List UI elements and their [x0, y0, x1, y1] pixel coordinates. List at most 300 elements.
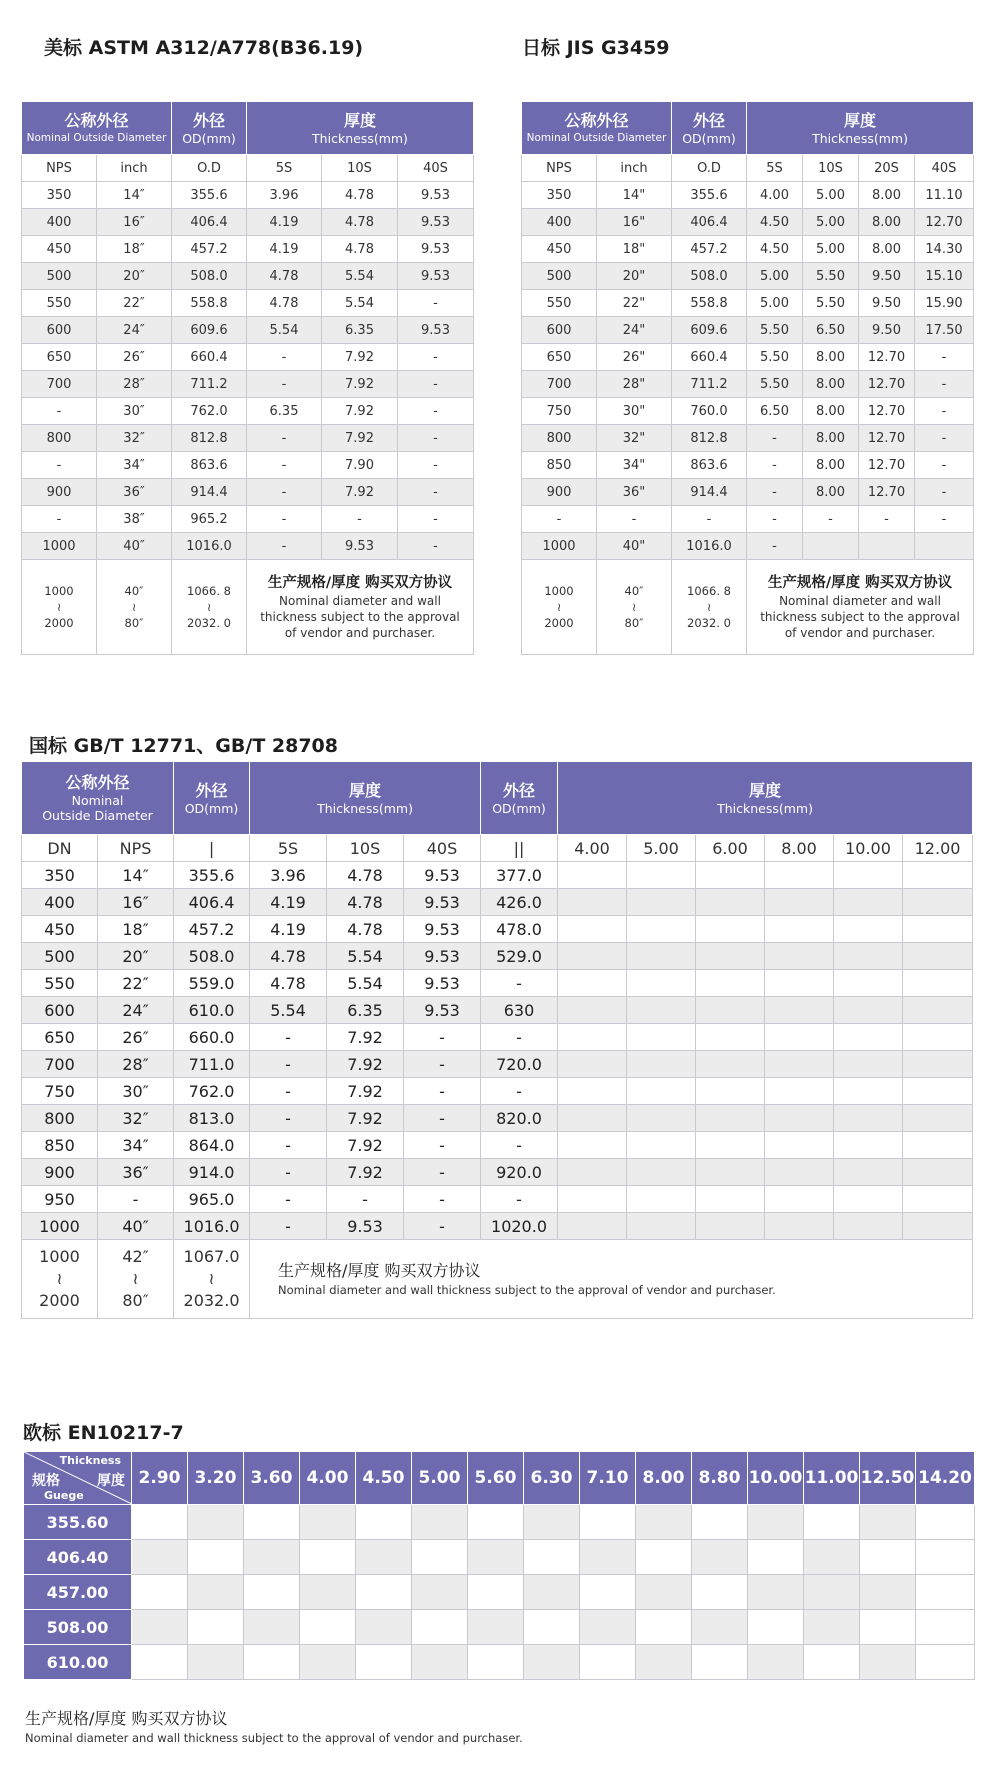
table-cell: 6.35: [247, 398, 322, 425]
grid-cell: [356, 1645, 412, 1680]
table-row: [22, 1132, 973, 1159]
table-cell: -: [398, 479, 474, 506]
table-cell: 6.35: [327, 997, 404, 1024]
table-cell: 7.92: [327, 1132, 404, 1159]
grid-cell: [636, 1575, 692, 1610]
table-cell: -: [247, 479, 322, 506]
table-cell: -: [247, 506, 322, 533]
table-cell: 4.00: [747, 182, 803, 209]
table-row: [22, 236, 474, 263]
grid-cell: [244, 1645, 300, 1680]
table-cell: 377.0: [481, 862, 558, 889]
table-cell: 22": [597, 290, 672, 317]
grid-cell: [580, 1610, 636, 1645]
table-cell: 900: [522, 479, 597, 506]
jis-title: 日标 JIS G3459: [522, 37, 670, 59]
table-cell: 900: [22, 479, 97, 506]
grid-cell: [903, 1024, 973, 1051]
table-cell: 550: [522, 290, 597, 317]
grid-cell: [627, 1132, 696, 1159]
table-cell: 3.96: [250, 862, 327, 889]
table-cell: 9.53: [398, 182, 474, 209]
grid-cell: [356, 1540, 412, 1575]
table-cell: 914.0: [174, 1159, 250, 1186]
table-cell: -: [859, 506, 915, 533]
range-cell: 1066. 8 ≀ 2032. 0: [172, 560, 247, 655]
table-cell: 7.92: [327, 1078, 404, 1105]
grid-cell: [300, 1505, 356, 1540]
grid-cell: [765, 1159, 834, 1186]
en-thickness-header: 5.60: [468, 1452, 524, 1505]
table-row: [522, 533, 974, 560]
table-cell: 600: [522, 317, 597, 344]
table-row: [522, 479, 974, 506]
jis-subheader-cell: 10S: [803, 155, 859, 182]
table-cell: 400: [522, 209, 597, 236]
grid-cell: [804, 1505, 860, 1540]
astm-subheader-row: [22, 155, 474, 182]
table-cell: 9.53: [398, 236, 474, 263]
table-row: [22, 997, 973, 1024]
table-cell: 30″: [97, 398, 172, 425]
grid-cell: [558, 970, 627, 997]
grid-cell: [692, 1505, 748, 1540]
table-cell: 26″: [98, 1024, 174, 1051]
table-cell: 5.50: [747, 344, 803, 371]
gb-od-header: 外径 OD(mm): [174, 762, 250, 835]
table-cell: 9.53: [398, 263, 474, 290]
table-cell: 3.96: [247, 182, 322, 209]
table-row: [22, 317, 474, 344]
en-thickness-header: 3.20: [188, 1452, 244, 1505]
table-cell: -: [398, 290, 474, 317]
table-cell: 500: [522, 263, 597, 290]
table-cell: 32″: [98, 1105, 174, 1132]
table-cell: 16″: [98, 889, 174, 916]
grid-cell: [834, 970, 903, 997]
table-cell: 508.0: [172, 263, 247, 290]
grid-cell: [636, 1505, 692, 1540]
astm-subheader-cell: inch: [97, 155, 172, 182]
en-gauge-label: 610.00: [24, 1645, 132, 1680]
table-cell: 500: [22, 263, 97, 290]
grid-cell: [804, 1610, 860, 1645]
table-cell: 5.50: [803, 263, 859, 290]
grid-cell: [627, 862, 696, 889]
grid-cell: [804, 1575, 860, 1610]
table-cell: 7.90: [322, 452, 398, 479]
table-cell: -: [404, 1132, 481, 1159]
grid-cell: [765, 1051, 834, 1078]
en-note-en: Nominal diameter and wall thickness subject to the approval of vendor and purchaser.: [25, 1731, 523, 1745]
astm-range-row: [22, 560, 474, 655]
table-cell: 7.92: [322, 371, 398, 398]
table-cell: 450: [522, 236, 597, 263]
jis-note: 生产规格/厚度 购买双方协议 Nominal diameter and wall thickness subject to the approval of vendor and purchaser.: [747, 560, 974, 655]
grid-cell: [524, 1575, 580, 1610]
grid-cell: [412, 1575, 468, 1610]
table-cell: -: [398, 425, 474, 452]
grid-cell: [558, 943, 627, 970]
grid-cell: [916, 1645, 975, 1680]
grid-cell: [834, 1078, 903, 1105]
grid-cell: [244, 1505, 300, 1540]
table-cell: 32″: [97, 425, 172, 452]
grid-cell: [580, 1505, 636, 1540]
table-cell: 5.00: [803, 182, 859, 209]
grid-cell: [903, 943, 973, 970]
table-cell: 711.0: [174, 1051, 250, 1078]
grid-cell: [834, 1105, 903, 1132]
table-cell: 5.50: [747, 371, 803, 398]
table-cell: 28": [597, 371, 672, 398]
table-row: [22, 862, 973, 889]
table-cell: 4.78: [250, 943, 327, 970]
gb-subheader-cell: NPS: [98, 835, 174, 862]
table-cell: 14.30: [915, 236, 974, 263]
table-cell: 15.10: [915, 263, 974, 290]
table-row: [22, 1024, 973, 1051]
grid-cell: [627, 889, 696, 916]
table-row: [22, 344, 474, 371]
table-row: [22, 479, 474, 506]
table-cell: -: [98, 1186, 174, 1213]
table-cell: 750: [522, 398, 597, 425]
table-cell: -: [250, 1159, 327, 1186]
table-row: [22, 209, 474, 236]
grid-cell: [580, 1575, 636, 1610]
grid-cell: [696, 916, 765, 943]
table-row: [522, 398, 974, 425]
grid-cell: [696, 1213, 765, 1240]
table-cell: 1016.0: [172, 533, 247, 560]
jis-table: [521, 101, 974, 655]
table-cell: -: [250, 1105, 327, 1132]
grid-cell: [903, 862, 973, 889]
table-cell: 400: [22, 889, 98, 916]
table-cell: 4.19: [250, 916, 327, 943]
table-cell: -: [404, 1159, 481, 1186]
grid-cell: [188, 1505, 244, 1540]
table-row: [22, 889, 973, 916]
table-cell: 22″: [98, 970, 174, 997]
table-cell: 5.50: [803, 290, 859, 317]
table-row: [522, 236, 974, 263]
table-cell: 900: [22, 1159, 98, 1186]
table-cell: -: [398, 371, 474, 398]
table-cell: 7.92: [322, 425, 398, 452]
table-row: [522, 506, 974, 533]
table-cell: -: [915, 398, 974, 425]
grid-cell: [188, 1610, 244, 1645]
table-cell: 457.2: [172, 236, 247, 263]
grid-cell: [903, 1213, 973, 1240]
table-cell: 9.53: [404, 997, 481, 1024]
table-cell: 920.0: [481, 1159, 558, 1186]
table-cell: 864.0: [174, 1132, 250, 1159]
grid-cell: [132, 1540, 188, 1575]
table-cell: 863.6: [672, 452, 747, 479]
range-cell: 42″ ≀ 80″: [98, 1240, 174, 1319]
table-cell: 558.8: [672, 290, 747, 317]
table-cell: 4.19: [247, 209, 322, 236]
table-cell: 12.70: [859, 344, 915, 371]
table-cell: 8.00: [803, 425, 859, 452]
table-cell: 450: [22, 236, 97, 263]
table-cell: 426.0: [481, 889, 558, 916]
grid-cell: [804, 1645, 860, 1680]
table-cell: 6.35: [322, 317, 398, 344]
table-cell: -: [247, 344, 322, 371]
gb-subheader-cell: 5S: [250, 835, 327, 862]
table-cell: 800: [22, 1105, 98, 1132]
table-cell: 5.54: [327, 970, 404, 997]
table-row: [22, 506, 474, 533]
gb-table: [21, 761, 973, 1319]
table-row: [22, 1159, 973, 1186]
table-cell: 40": [597, 533, 672, 560]
grid-cell: [903, 1132, 973, 1159]
table-cell: -: [747, 533, 803, 560]
table-cell: 8.00: [803, 452, 859, 479]
grid-cell: [696, 1105, 765, 1132]
table-cell: 4.78: [247, 263, 322, 290]
grid-cell: [765, 1186, 834, 1213]
en-thickness-header: 5.00: [412, 1452, 468, 1505]
grid-cell: [916, 1540, 975, 1575]
table-cell: 4.78: [322, 209, 398, 236]
gb-thickness-header: 厚度 Thickness(mm): [250, 762, 481, 835]
table-cell: 20": [597, 263, 672, 290]
table-row: [522, 182, 974, 209]
en-thickness-header: 12.50: [860, 1452, 916, 1505]
grid-cell: [580, 1540, 636, 1575]
table-cell: 914.4: [172, 479, 247, 506]
table-cell: -: [398, 344, 474, 371]
table-cell: 4.78: [250, 970, 327, 997]
table-cell: -: [250, 1186, 327, 1213]
en-thickness-header: 2.90: [132, 1452, 188, 1505]
grid-cell: [916, 1610, 975, 1645]
grid-cell: [558, 889, 627, 916]
jis-subheader-cell: 40S: [915, 155, 974, 182]
table-cell: 355.6: [174, 862, 250, 889]
table-cell: 5.54: [322, 263, 398, 290]
table-cell: 32": [597, 425, 672, 452]
table-cell: 9.53: [404, 916, 481, 943]
grid-cell: [860, 1575, 916, 1610]
table-cell: 650: [22, 344, 97, 371]
table-cell: 400: [22, 209, 97, 236]
table-row: [522, 209, 974, 236]
grid-cell: [903, 1051, 973, 1078]
table-cell: 609.6: [172, 317, 247, 344]
table-cell: -: [481, 1186, 558, 1213]
astm-title: 美标 ASTM A312/A778(B36.19): [44, 37, 364, 59]
grid-cell: [834, 889, 903, 916]
grid-cell: [627, 1213, 696, 1240]
table-cell: -: [322, 506, 398, 533]
table-cell: 9.50: [859, 290, 915, 317]
gb-subheader-cell: 40S: [404, 835, 481, 862]
table-cell: -: [247, 425, 322, 452]
table-cell: 7.92: [322, 479, 398, 506]
table-cell: 350: [522, 182, 597, 209]
grid-cell: [188, 1645, 244, 1680]
table-row: [22, 916, 973, 943]
grid-cell: [412, 1540, 468, 1575]
table-cell: 1000: [522, 533, 597, 560]
table-row: [522, 371, 974, 398]
astm-table: [21, 101, 474, 655]
grid-cell: [468, 1610, 524, 1645]
table-cell: 850: [22, 1132, 98, 1159]
grid-cell: [132, 1610, 188, 1645]
grid-cell: [300, 1645, 356, 1680]
table-cell: 36″: [97, 479, 172, 506]
table-cell: 762.0: [174, 1078, 250, 1105]
jis-subheader-cell: inch: [597, 155, 672, 182]
table-cell: -: [22, 506, 97, 533]
grid-cell: [636, 1645, 692, 1680]
gb-subheader-cell: ||: [481, 835, 558, 862]
grid-cell: [834, 916, 903, 943]
table-cell: 965.0: [174, 1186, 250, 1213]
table-cell: 9.53: [398, 317, 474, 344]
table-cell: -: [597, 506, 672, 533]
table-cell: 4.50: [747, 236, 803, 263]
gb-subheader-cell: 10.00: [834, 835, 903, 862]
table-cell: 24″: [98, 997, 174, 1024]
table-cell: 720.0: [481, 1051, 558, 1078]
grid-cell: [558, 862, 627, 889]
table-cell: 24″: [97, 317, 172, 344]
table-cell: -: [672, 506, 747, 533]
gb-title: 国标 GB/T 12771、GB/T 28708: [29, 735, 339, 757]
grid-cell: [627, 1159, 696, 1186]
en-thickness-header: 4.50: [356, 1452, 412, 1505]
table-cell: 9.53: [327, 1213, 404, 1240]
table-row: [522, 452, 974, 479]
grid-cell: [765, 943, 834, 970]
table-cell: 457.2: [174, 916, 250, 943]
jis-thickness-header: 厚度 Thickness(mm): [747, 102, 974, 155]
grid-cell: [627, 1024, 696, 1051]
table-cell: -: [747, 425, 803, 452]
table-cell: 12.70: [859, 398, 915, 425]
en-gauge-label: 406.40: [24, 1540, 132, 1575]
table-cell: 7.92: [327, 1024, 404, 1051]
table-cell: 1000: [22, 533, 97, 560]
table-cell: -: [398, 506, 474, 533]
table-row: [24, 1645, 975, 1680]
table-cell: 4.78: [327, 889, 404, 916]
grid-cell: [765, 1213, 834, 1240]
grid-cell: [300, 1540, 356, 1575]
gb-subheader-cell: 4.00: [558, 835, 627, 862]
jis-subheader-cell: O.D: [672, 155, 747, 182]
grid-cell: [468, 1645, 524, 1680]
table-cell: 450: [22, 916, 98, 943]
table-cell: -: [250, 1132, 327, 1159]
grid-cell: [765, 1078, 834, 1105]
grid-cell: [636, 1610, 692, 1645]
table-row: [22, 1105, 973, 1132]
grid-cell: [132, 1505, 188, 1540]
grid-cell: [748, 1645, 804, 1680]
table-cell: 558.8: [172, 290, 247, 317]
grid-cell: [916, 1575, 975, 1610]
grid-cell: [748, 1610, 804, 1645]
grid-cell: [524, 1540, 580, 1575]
table-cell: 28″: [97, 371, 172, 398]
table-cell: -: [327, 1186, 404, 1213]
en-thickness-header: 7.10: [580, 1452, 636, 1505]
table-cell: 18″: [97, 236, 172, 263]
table-cell: 406.4: [172, 209, 247, 236]
table-row: [22, 943, 973, 970]
grid-cell: [627, 970, 696, 997]
grid-cell: [558, 1213, 627, 1240]
table-cell: 38″: [97, 506, 172, 533]
grid-cell: [696, 1051, 765, 1078]
table-cell: 5.00: [747, 290, 803, 317]
grid-cell: [692, 1540, 748, 1575]
grid-cell: [627, 1051, 696, 1078]
jis-subheader-cell: 5S: [747, 155, 803, 182]
grid-cell: [132, 1575, 188, 1610]
en-body: [24, 1452, 975, 1680]
gb-note: 生产规格/厚度 购买双方协议 Nominal diameter and wall thickness subject to the approval of vendor and purchaser.: [250, 1240, 973, 1319]
range-cell: 40″ ≀ 80″: [597, 560, 672, 655]
table-cell: 812.8: [172, 425, 247, 452]
gb-od2-header: 外径 OD(mm): [481, 762, 558, 835]
table-cell: 5.00: [803, 236, 859, 263]
table-cell: 355.6: [172, 182, 247, 209]
grid-cell: [356, 1610, 412, 1645]
grid-cell: [692, 1610, 748, 1645]
table-row: [522, 344, 974, 371]
jis-subheader-cell: 20S: [859, 155, 915, 182]
astm-subheader-cell: 5S: [247, 155, 322, 182]
gb-subheader-row: [22, 835, 973, 862]
table-cell: 8.00: [859, 209, 915, 236]
range-cell: 1067.0 ≀ 2032.0: [174, 1240, 250, 1319]
table-cell: 7.92: [327, 1105, 404, 1132]
table-cell: 5.00: [803, 209, 859, 236]
table-cell: 1020.0: [481, 1213, 558, 1240]
table-cell: -: [404, 1213, 481, 1240]
grid-cell: [903, 916, 973, 943]
table-cell: 559.0: [174, 970, 250, 997]
en-gauge-label: 355.60: [24, 1505, 132, 1540]
table-cell: 14″: [98, 862, 174, 889]
grid-cell: [804, 1540, 860, 1575]
table-row: [22, 970, 973, 997]
table-row: [22, 1186, 973, 1213]
table-cell: 4.78: [322, 236, 398, 263]
en-note-cn: 生产规格/厚度 购买双方协议: [25, 1709, 228, 1728]
table-row: [24, 1610, 975, 1645]
table-cell: 508.0: [672, 263, 747, 290]
table-cell: 609.6: [672, 317, 747, 344]
table-cell: -: [915, 479, 974, 506]
grid-cell: [696, 889, 765, 916]
table-cell: 600: [22, 997, 98, 1024]
table-cell: 34″: [97, 452, 172, 479]
table-cell: 4.78: [247, 290, 322, 317]
jis-range-row: [522, 560, 974, 655]
